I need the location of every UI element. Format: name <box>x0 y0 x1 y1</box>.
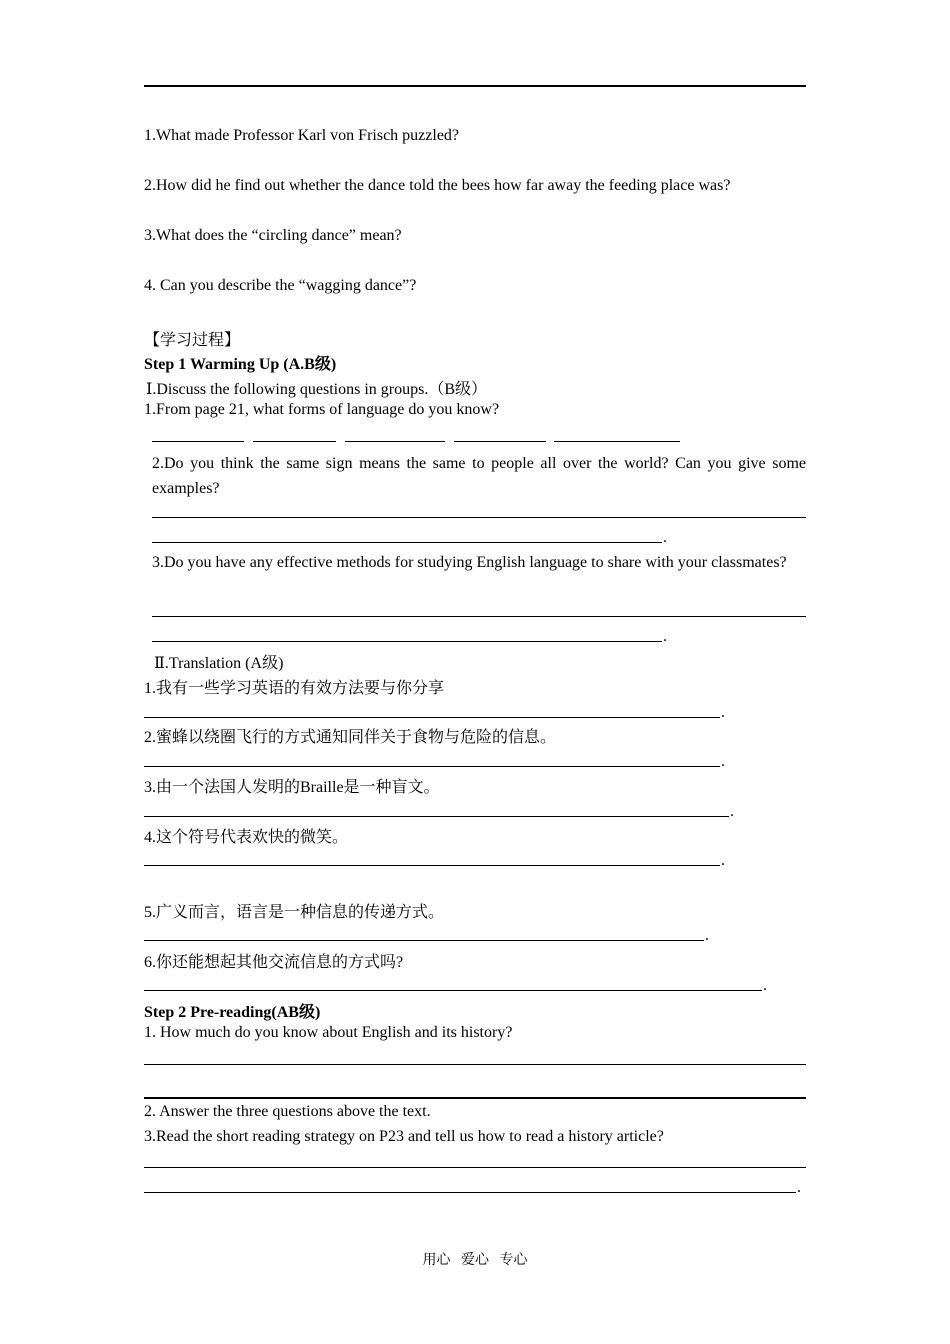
answer-line <box>144 816 729 817</box>
translation-2: 2.蜜蜂以绕圈飞行的方式通知同伴关于食物与危险的信息。 <box>144 729 557 746</box>
question-4: 4. Can you describe the “wagging dance”? <box>144 277 417 294</box>
translation-3: 3.由一个法国人发明的Braille是一种盲文。 <box>144 779 440 796</box>
prereading-question-3: 3.Read the short reading strategy on P23 and tell us how to read a history article? <box>144 1128 664 1145</box>
translation-1: 1.我有一些学习英语的有效方法要与你分享 <box>144 680 445 697</box>
period: . <box>797 1179 801 1196</box>
answer-line <box>144 1097 806 1099</box>
period: . <box>721 704 725 721</box>
warmup-question-2: 2.Do you think the same sign means the same to people all over the world? Can you give some examples? <box>152 455 806 497</box>
period: . <box>663 628 667 645</box>
page-footer: 用心 爱心 专心 <box>422 1253 528 1268</box>
period: . <box>763 977 767 994</box>
answer-blank <box>345 441 445 442</box>
part1-title: Ⅰ.Discuss the following questions in groups.（B级） <box>146 381 487 398</box>
answer-line <box>144 1064 806 1065</box>
answer-blank <box>152 441 244 442</box>
step2-title: Step 2 Pre-reading(AB级) <box>144 1004 321 1021</box>
translation-4: 4.这个符号代表欢快的微笑。 <box>144 829 349 846</box>
answer-line <box>144 717 720 718</box>
period: . <box>721 753 725 770</box>
warmup-question-3: 3.Do you have any effective methods for studying English language to share with your classmates? <box>152 554 787 571</box>
question-3: 3.What does the “circling dance” mean? <box>144 227 402 244</box>
period: . <box>730 803 734 820</box>
answer-line <box>152 517 806 518</box>
answer-line <box>144 1167 806 1168</box>
answer-line <box>152 616 806 617</box>
answer-line <box>144 1192 796 1193</box>
period: . <box>705 927 709 944</box>
answer-line <box>144 990 762 991</box>
question-1: 1.What made Professor Karl von Frisch puzzled? <box>144 127 460 144</box>
top-rule <box>144 85 806 87</box>
warmup-question-1: 1.From page 21, what forms of language do you know? <box>144 401 500 418</box>
answer-line <box>144 940 704 941</box>
part2-title: Ⅱ.Translation (A级) <box>154 655 284 672</box>
answer-blank <box>454 441 546 442</box>
answer-blank <box>253 441 336 442</box>
answer-line <box>144 766 720 767</box>
translation-6: 6.你还能想起其他交流信息的方式吗? <box>144 954 404 971</box>
period: . <box>721 852 725 869</box>
period: . <box>663 529 667 546</box>
prereading-question-2: 2. Answer the three questions above the text. <box>144 1103 431 1120</box>
prereading-question-1: 1. How much do you know about English and its history? <box>144 1024 513 1041</box>
process-heading: 【学习过程】 <box>144 332 241 349</box>
answer-line <box>144 865 720 866</box>
answer-line <box>152 542 662 543</box>
answer-blank <box>554 441 680 442</box>
answer-line <box>152 641 662 642</box>
step1-title: Step 1 Warming Up (A.B级) <box>144 356 337 373</box>
translation-5: 5.广义而言，语言是一种信息的传递方式。 <box>144 904 445 921</box>
question-2: 2.How did he find out whether the dance told the bees how far away the feeding place was? <box>144 177 731 194</box>
